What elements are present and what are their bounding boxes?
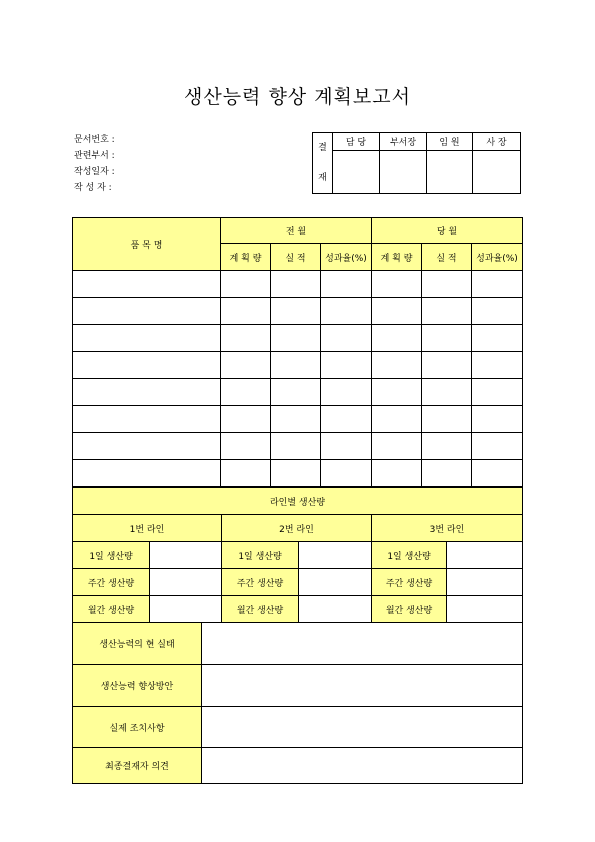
value-cell[interactable] [472, 379, 523, 406]
approval-role: 임 원 [427, 133, 473, 151]
value-cell[interactable] [271, 433, 321, 460]
line-header: 3번 라인 [372, 515, 523, 542]
item-name-header: 품 목 명 [73, 218, 221, 271]
approval-role: 부서장 [380, 133, 427, 151]
table-row [73, 271, 523, 298]
value-cell[interactable] [422, 460, 472, 487]
value-cell[interactable] [321, 352, 372, 379]
production-value-cell[interactable] [447, 542, 523, 569]
value-cell[interactable] [422, 298, 472, 325]
production-header: 라인별 생산량 [73, 488, 523, 515]
value-cell[interactable] [321, 298, 372, 325]
opinion-label: 실제 조치사항 [73, 707, 202, 748]
opinion-label: 최종결재자 의견 [73, 748, 202, 784]
table-row [73, 379, 523, 406]
sub-header: 실 적 [422, 244, 472, 271]
item-name-cell[interactable] [73, 352, 221, 379]
value-cell[interactable] [221, 406, 271, 433]
prev-month-header: 전 월 [221, 218, 372, 244]
opinion-input-cell[interactable] [202, 748, 523, 784]
value-cell[interactable] [221, 298, 271, 325]
value-cell[interactable] [472, 325, 523, 352]
this-month-header: 당 월 [372, 218, 523, 244]
value-cell[interactable] [321, 406, 372, 433]
value-cell[interactable] [472, 271, 523, 298]
item-name-cell[interactable] [73, 325, 221, 352]
signature-cell[interactable] [473, 151, 521, 194]
line-header: 1번 라인 [73, 515, 222, 542]
value-cell[interactable] [422, 379, 472, 406]
table-row [73, 433, 523, 460]
signature-cell[interactable] [380, 151, 427, 194]
table-row [73, 542, 523, 569]
table-row [73, 325, 523, 352]
value-cell[interactable] [271, 460, 321, 487]
table-row [73, 623, 523, 665]
value-cell[interactable] [271, 352, 321, 379]
value-cell[interactable] [221, 325, 271, 352]
production-row-label: 월간 생산량 [73, 596, 150, 623]
value-cell[interactable] [472, 352, 523, 379]
value-cell[interactable] [221, 460, 271, 487]
table-row [73, 569, 523, 596]
production-row-label: 월간 생산량 [222, 596, 299, 623]
item-name-cell[interactable] [73, 271, 221, 298]
sub-header: 성과율(%) [472, 244, 523, 271]
approval-role: 담 당 [333, 133, 380, 151]
production-row-label: 1일 생산량 [222, 542, 299, 569]
value-cell[interactable] [221, 433, 271, 460]
table-row [73, 352, 523, 379]
sub-header: 실 적 [271, 244, 321, 271]
production-value-cell[interactable] [150, 569, 222, 596]
value-cell[interactable] [372, 352, 422, 379]
value-cell[interactable] [422, 433, 472, 460]
value-cell[interactable] [321, 433, 372, 460]
value-cell[interactable] [472, 298, 523, 325]
value-cell[interactable] [321, 271, 372, 298]
item-name-cell[interactable] [73, 298, 221, 325]
value-cell[interactable] [422, 406, 472, 433]
item-name-cell[interactable] [73, 433, 221, 460]
table-row [73, 596, 523, 623]
signature-cell[interactable] [427, 151, 473, 194]
production-value-cell[interactable] [447, 596, 523, 623]
opinion-label: 생산능력의 현 실태 [73, 623, 202, 665]
performance-table [72, 217, 523, 487]
table-row [73, 748, 523, 784]
line-header: 2번 라인 [222, 515, 372, 542]
page-title: 생산능력 향상 계획보고서 [184, 86, 411, 108]
approval-role: 사 장 [473, 133, 521, 151]
value-cell[interactable] [221, 271, 271, 298]
signature-cell[interactable] [333, 151, 380, 194]
doc-number-label: 문서번호 : [74, 135, 115, 145]
production-value-cell[interactable] [299, 596, 372, 623]
production-value-cell[interactable] [150, 596, 222, 623]
production-row-label: 월간 생산량 [372, 596, 447, 623]
value-cell[interactable] [271, 271, 321, 298]
document-meta [74, 132, 115, 196]
value-cell[interactable] [372, 379, 422, 406]
value-cell[interactable] [271, 379, 321, 406]
opinion-input-cell[interactable] [202, 665, 523, 707]
value-cell[interactable] [472, 406, 523, 433]
value-cell[interactable] [422, 352, 472, 379]
sub-header: 계 획 량 [372, 244, 422, 271]
opinion-input-cell[interactable] [202, 707, 523, 748]
value-cell[interactable] [372, 460, 422, 487]
approval-side-label: 결 재 [313, 133, 333, 194]
value-cell[interactable] [321, 379, 372, 406]
production-row-label: 1일 생산량 [73, 542, 150, 569]
value-cell[interactable] [372, 271, 422, 298]
table-row [73, 460, 523, 487]
opinion-table [72, 622, 523, 784]
production-value-cell[interactable] [150, 542, 222, 569]
sub-header: 성과율(%) [321, 244, 372, 271]
item-name-cell[interactable] [73, 406, 221, 433]
approval-table [312, 132, 521, 194]
author-label: 작 성 자 : [74, 183, 112, 193]
value-cell[interactable] [271, 406, 321, 433]
table-row [73, 298, 523, 325]
production-row-label: 주간 생산량 [73, 569, 150, 596]
production-row-label: 주간 생산량 [222, 569, 299, 596]
value-cell[interactable] [271, 298, 321, 325]
value-cell[interactable] [221, 352, 271, 379]
department-label: 관련부서 : [74, 151, 115, 161]
value-cell[interactable] [372, 406, 422, 433]
value-cell[interactable] [372, 298, 422, 325]
production-value-cell[interactable] [299, 542, 372, 569]
item-name-cell[interactable] [73, 379, 221, 406]
value-cell[interactable] [372, 325, 422, 352]
value-cell[interactable] [472, 433, 523, 460]
production-row-label: 주간 생산량 [372, 569, 447, 596]
production-table [72, 487, 523, 623]
value-cell[interactable] [271, 325, 321, 352]
production-row-label: 1일 생산량 [372, 542, 447, 569]
value-cell[interactable] [472, 460, 523, 487]
table-row [73, 406, 523, 433]
value-cell[interactable] [321, 460, 372, 487]
sub-header: 계 획 량 [221, 244, 271, 271]
value-cell[interactable] [422, 271, 472, 298]
production-value-cell[interactable] [299, 569, 372, 596]
item-name-cell[interactable] [73, 460, 221, 487]
table-row [73, 665, 523, 707]
value-cell[interactable] [221, 379, 271, 406]
production-value-cell[interactable] [447, 569, 523, 596]
date-label: 작성일자 : [74, 167, 115, 177]
value-cell[interactable] [321, 325, 372, 352]
value-cell[interactable] [372, 433, 422, 460]
value-cell[interactable] [422, 325, 472, 352]
opinion-input-cell[interactable] [202, 623, 523, 665]
table-row [73, 707, 523, 748]
opinion-label: 생산능력 향상방안 [73, 665, 202, 707]
